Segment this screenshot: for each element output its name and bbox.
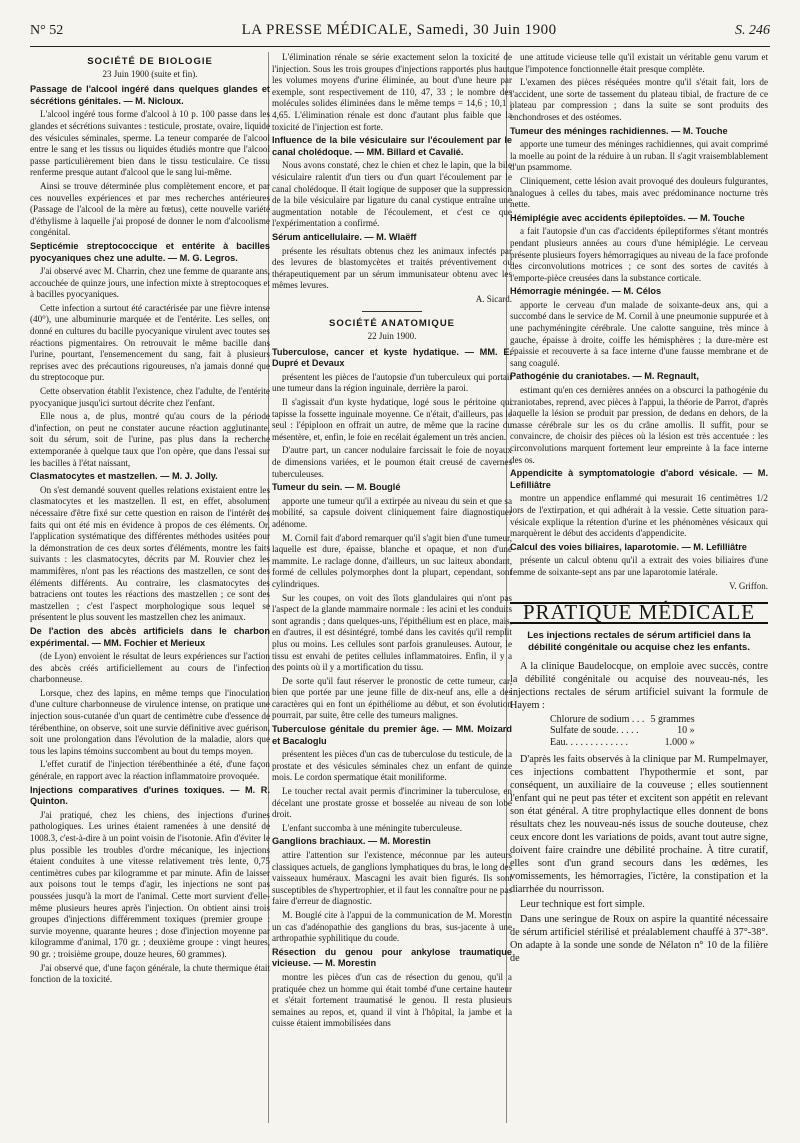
article-title: Influence de la bile vésiculaire sur l'écoulement par le canal cholédoque. — MM. Billard et Cavalié.: [272, 135, 512, 157]
article-title: Tuberculose, cancer et kyste hydatique. — MM. E. Dupré et Devaux: [272, 346, 512, 369]
paragraph: présentent les pièces de l'autopsie d'un tuberculeux qui portait une tumeur dans la région inguinale, derrière la paroi.: [272, 371, 512, 394]
article-title: Ganglions brachiaux. — M. Morestin: [272, 836, 431, 847]
paragraph: Cette infection a surtout été caractérisée par une fièvre intense (40°), une albuminurie marquée et de l'entérite. Les selles, ont donné en cultures du bacille pyocyanique virulent avec toutes ses réactions pigmentaires. On retrouvait le même bacille dans l'urine, pourtant, l'ensemencement du sang, fait à plusieurs reprises avec des précautions rigoureuses, n'a jamais donné que du streptocoque pur.: [30, 302, 270, 383]
paragraph: Sur les coupes, on voit des îlots glandulaires qui n'ont pas l'aspect de la glande mammaire normale : les acini et les conduits sont agrandis ; dans quelques-uns, l'épithélium est en place, mais, en d'autres, il est désintégré, tombé dans les cavités qu'il remplit plus ou moins. Les cellules sont parfois granuleuses. Autour, le tissu est envahi de petites cellules inflammatoires. Enfin, il y a des points où il y a mortification du tissu.: [272, 592, 512, 673]
paragraph: A la clinique Baudelocque, on emploie avec succès, contre la débilité congénitale ou acquise des nouveau-nés, les injections rectales de sérum artificiel suivant la formule de Hayem :: [510, 660, 768, 711]
paragraph: Elle nous a, de plus, montré qu'au cours de la période d'infection, on peut ne constater aucune réaction agglutinante, soit du sérum, soit de l'urine, pas plus dans la recherche extemporanée à quelque taux que l'on opère, que dans l'essai sur les bacilles à l'état naissant,: [30, 411, 270, 468]
article-subtitle: Les injections rectales de sérum artificiel dans la débilité congénitale ou acquise chez les enfants.: [527, 629, 751, 653]
article-title: Hémiplégie avec accidents épileptoïdes. — M. Touche: [510, 212, 745, 223]
quantity: 5 grammes: [650, 713, 695, 725]
signature: V. Griffon.: [729, 580, 768, 591]
page-number: S. 246: [734, 23, 770, 38]
section-title: SOCIÉTÉ DE BIOLOGIE: [87, 56, 213, 67]
paragraph: L'effet curatif de l'injection térébenthinée a été, d'une façon générale, en rapport avec la réaction inflammatoire provoquée.: [30, 759, 270, 782]
paragraph: montre les pièces d'un cas de résection du genou, qu'il a pratiquée chez un homme qui était tombé d'une certaine hauteur et s'était fortement traumatisé le genou. Il resta plusieurs semaines au repos, et, quand il vint à l'hôpital, la jambe et la cuisse étaient immobilisées dans: [272, 971, 512, 1029]
column-2: [272, 52, 512, 1032]
paragraph: Nous avons constaté, chez le chien et chez le lapin, que la bile vésiculaire ralentit d'un tiers ou d'un quart l'écoulement par le canal cholédoque. Il était logique de supposer que la suppression de la bile vésiculaire par ligature du canal cystique entraîne une augmentation notable de l'écoulement, et c'est ce que l'expérimentation a confirmé.: [272, 160, 512, 229]
section-banner: PRATIQUE MÉDICALE: [510, 602, 768, 624]
article-title: Résection du genou pour ankylose traumatique vicieuse. — M. Morestin: [272, 946, 512, 969]
article-title: De l'action des abcès artificiels dans le charbon expérimental. — MM. Fochier et Merieux: [30, 625, 270, 648]
paragraph: L'enfant succomba à une méningite tuberculeuse.: [282, 822, 463, 833]
article-title: Septicémie streptococcique et entérite à bacilles pyocyaniques chez une adulte. — M. G. Legros.: [30, 240, 270, 263]
article-title: Tumeur des méninges rachidiennes. — M. Touche: [510, 125, 728, 136]
paragraph: Dans une seringue de Roux on aspire la quantité nécessaire de sérum artificiel stérilisé et préalablement chauffé à 37°-38°. On adapte à la sonde une sonde de Nélaton n° 10 de la filière de: [510, 913, 768, 964]
journal-title: LA PRESSE MÉDICALE, Samedi, 30 Juin 1900: [241, 22, 557, 38]
page-header: [30, 22, 770, 42]
article-title: Passage de l'alcool ingéré dans quelques glandes et sécrétions génitales. — M. Nicloux.: [30, 84, 270, 106]
paragraph: Cliniquement, cette lésion avait provoqué des douleurs fulgurantes, analogues à celles du tabes, mais avec prédominance nocturne très nette.: [510, 175, 768, 210]
article-title: Hémorragie méningée. — M. Célos: [510, 286, 662, 297]
paragraph: L'élimination rénale se série exactement selon la toxicité de l'injection. Sous les trois groupes d'injections rapportés plus haut, les volumes moyens d'urine éliminée, au bout d'une heure par exemple, sont respectivement de 110, 47, 33 ; le nombre des molécules solides éliminées dans le même temps = 14,6 ; 10,1 ; 4,65. L'élimination rénale est donc d'autant plus faible que la toxicité de l'injection est forte.: [272, 52, 512, 132]
ingredient: Sulfate de soude. . . . .: [550, 725, 639, 737]
column-3: [510, 52, 768, 967]
paragraph: Cette observation établit l'existence, chez l'adulte, de l'entérite pyocyanique jusqu'ici surtout décrite chez l'enfant.: [30, 386, 270, 408]
paragraph: présente un calcul obtenu qu'il a extrait des voies biliaires d'une femme de soixante-sept ans par une laparotomie latérale.: [510, 555, 768, 577]
article-title: Sérum anticellulaire. — M. Wlaëff: [272, 231, 417, 242]
paragraph: J'ai observé que, d'une façon générale, la chute thermique était fonction de la toxicité.: [30, 962, 270, 985]
formula-row: [550, 714, 701, 726]
paragraph: présente les résultats obtenus chez les animaux infectés par des levures de blastomycètes et traités préventivement ou thérapeutiquement par un sérum immunisateur obtenu avec les mêmes levures.: [272, 245, 512, 291]
article-title: Clasmatocytes et mastzellen. — M. J. Jolly.: [30, 471, 218, 482]
paragraph: attire l'attention sur l'existence, méconnue par les auteurs classiques actuels, de ganglions lymphatiques du bras, le long des vaisseaux huméraux. Mascagni les avait bien figurés. Ils sont susceptibles de s'hypertrophier, et il faut les connaître pour ne pas faire d'erreur de diagnostic.: [272, 850, 512, 907]
article-title: Injections comparatives d'urines toxiques. — M. R. Quinton.: [30, 784, 270, 807]
paragraph: une attitude vicieuse telle qu'il existait un véritable genu varum et que l'impotence fonctionnelle était presque complète.: [510, 52, 768, 74]
article-title: Calcul des voies biliaires, laparotomie. — M. Lefilliâtre: [510, 541, 747, 552]
section-title: SOCIÉTÉ ANATOMIQUE: [328, 318, 456, 330]
paragraph: présentent les pièces d'un cas de tuberculose du testicule, de la prostate et des vésicules séminales chez un enfant de quinze mois. Le cordon spermatique était moniliforme.: [272, 749, 512, 783]
section-date: 22 Juin 1900.: [367, 331, 417, 342]
paragraph: Il s'agissait d'un kyste hydatique, logé sous le péritoine qui tapisse la fossette inguinale moyenne. Ce n'était, d'ailleurs, pas le seul : l'épiploon en offrait un autre, de même que la racine du mésentère, et, enfin, le foie en recélait également un très ancien.: [272, 397, 512, 442]
paragraph: J'ai pratiqué, chez les chiens, des injections d'urines pathologiques. Les urines étaient ramenées à une densité de 1008.3, c'est-à-dire à un point voisin de l'isotonie. Afin d'éviter le plus possible les troubles d'ordre mécanique, les injections étaient conduites à une vitesse relativement très lente, 0,75 centimètres cubes par kilogramme et par minute. Afin de laisser aux poisons tout le temps d'agir, les injections ne sont pas poussées jusqu'à la mort de l'animal. Cette mort survient d'elle-même plusieurs heures après l'injection. On obtient ainsi trois groupes d'injections différemment toxiques (premier groupe : survie moyenne, quarante heures ; dose d'injection moyenne par kilogramme d'animal, 170 gr. ; deuxième groupe : vingt heures, 90 gr. ; troisième groupe, douze heures, 60 grammes).: [30, 809, 270, 959]
paragraph: L'examen des pièces réséquées montre qu'il s'était fait, lors de l'accident, une sorte de tassement du plateau tibial, de fracture de ce plateau par compression ; dans la suite se sont produits des enchondroses et des ostéomes.: [510, 77, 768, 122]
paragraph: apporte une tumeur des méninges rachidiennes, qui avait comprimé la moelle au point de la réduire à un ruban. Il s'agit vraisemblablement d'un psammome.: [510, 139, 768, 173]
ingredient: Eau. . . . . . . . . . . . .: [550, 736, 629, 748]
section-separator: [362, 311, 422, 312]
paragraph: M. Bouglé cite à l'appui de la communication de M. Morestin un cas d'adénopathie des ganglions du bras, sus-jacente à une arthropathie syphilitique du coude.: [272, 909, 512, 944]
article-title: Pathogénie du craniotabes. — M. Regnault,: [510, 371, 699, 382]
paragraph: (de Lyon) envoient le résultat de leurs expériences sur l'action des abcès créés artificiellement au cours de l'infection charbonneuse.: [30, 651, 270, 685]
paragraph: montre un appendice enflammé qui mesurait 16 centimètres 1/2 lors de l'extirpation, et qui adhérait à la vessie. Cette situation para-vésicale explique la rétention d'urine et les phénomènes vésicaux qui marquèrent le début des accidents d'appendicite.: [510, 493, 768, 539]
paragraph: Leur technique est fort simple.: [520, 898, 645, 910]
issue-number: N° 52: [30, 23, 64, 38]
paragraph: apporte une tumeur qu'il a extirpée au niveau du sein et que sa mobilité, sa capsule doivent cliniquement faire diagnostiquer adénome.: [272, 495, 512, 529]
quantity: 1.000 »: [664, 736, 695, 748]
section-date: 23 Juin 1900 (suite et fin).: [102, 68, 198, 79]
column-1: [30, 52, 270, 988]
header-rule: [30, 46, 770, 47]
formula-row: [550, 737, 701, 749]
signature: A. Sicard.: [475, 293, 512, 304]
ingredient: Chlorure de sodium . . .: [550, 713, 645, 725]
paragraph: On s'est demandé souvent quelles relations existaient entre les clasmatocytes et les mastzellen. Il est, en effet, absolument nécessaire d'être fixé sur cette question en raison de l'intérêt des faits qui ont été mis en évidence à propos de ces éléments. Or, l'application systématique des différentes méthodes usitées pour la démonstration de ces deux sortes d'éléments, montre les faits suivants : les clasmatocytes, décrits par M. Rouvier chez les mammifères, n'ont pas les réactions des mastzellen, ce sont des éléments différents. Au contraire, les clasmatocytes des batraciens ont toutes les réactions des mastzellen ; ce sont des mastzellen ; c'est l'aspect morphologique sous lequel se présentent le plus souvent les mastzellen chez les animaux.: [30, 484, 270, 623]
article-title: Tuberculose génitale du premier âge. — MM. Moizard et Bacaloglu: [272, 724, 512, 746]
paragraph: M. Cornil fait d'abord remarquer qu'il s'agit bien d'une tumeur, laquelle est dure, épaisse, blanche et opaque, et non d'une mammite. Le raclage donne, d'ailleurs, un suc laiteux abondant, formé de cellules polymorphes dont la plupart, cependant, sont cylindriques.: [272, 532, 512, 589]
paragraph: D'autre part, un cancer nodulaire farcissait le foie de noyaux de dimensions variées, et le poumon était creusé de cavernes tuberculeuses.: [272, 445, 512, 479]
formula-table: [550, 714, 701, 749]
paragraph: estimant qu'en ces dernières années on a obscurci la pathogénie du craniotabes, reprend, avec pièces à l'appui, la théorie de Parrot, d'après laquelle la lésion se produit par pression, de dedans en dehors, de la masse cérébrale sur les os du crâne amollis. Il suffit, pour se convaincre, de choisir des pièces où la lésion est très accentuée : les circonvolutions marquent fortement leur empreinte à la face interne des os.: [510, 385, 768, 465]
paragraph: Lorsque, chez des lapins, en même temps que l'inoculation d'une culture charbonneuse de virulence intense, on pratique une injection sous-cutanée d'un quart de centimètre cube d'essence de térébenthine, on observe, soit une survie définitive avec guérison, soit une prolongation dans l'évolution de la maladie, alors que tous les lapins témoins succombent au bout du temps moyen.: [30, 687, 270, 756]
paragraph: apporte le cerveau d'un malade de soixante-deux ans, qui a succombé dans le service de M. Cornil à une pneumonie suppurée et à une pachyméningite cérébrale. Une calotte sanguine, très mince à gauche, épaisse à droite, coiffe les hémisphères ; la dure-mère est épaissie et recouverte à sa face interne d'une fausse membrane et de sang coagulé.: [510, 299, 768, 368]
paragraph: Le toucher rectal avait permis d'incriminer la tuberculose, en décelant une prostate grosse et bosselée au niveau de son lobe droit.: [272, 786, 512, 820]
paragraph: L'alcool ingéré tous forme d'alcool à 10 p. 100 passe dans les glandes et sécrétions suivantes : testicule, prostate, ovaire, liquide des vésicules séminales, sperme. La teneur comparée de l'alcool entre le sang et les tissus ou liquides étudiés montre que l'alcool passe particulièrement bien dans le tissu testiculaire. Ce tissu renferme presque autant d'alcool que le sang lui-même.: [30, 109, 270, 178]
paragraph: D'après les faits observés à la clinique par M. Rumpelmayer, ces injections combattent l'hypothermie et sont, par conséquent, un auxiliaire de la couveuse ; elles soutiennent l'enfant qui ne peut pas téter et excitent son appétit en relevant son état général. A titre prophylactique elles donnent de bons résultats chez les nouveau-nés issus de souche douteuse, chez ceux encore dont les variations de poids, avant tout autre signe, doivent faire craindre une débilité prochaine. À titre curatif, elles sont d'un grand secours dans les œdèmes, les vomissements, les hémorragies, l'ictère, la constipation et la diarrhée du nourrisson.: [510, 753, 769, 895]
paragraph: a fait l'autopsie d'un cas d'accidents épileptiformes s'étant montrés pendant plusieurs années au cours d'une hémiplégie. Le cerveau présente plusieurs foyers hémorragiques au niveau de la face profonde des circonvolutions motrices ; ce sont des sortes de cavités à l'emporte-pièce creusées dans la substance corticale.: [510, 226, 768, 283]
paragraph: J'ai observé avec M. Charrin, chez une femme de quarante ans, accouchée de quinze jours, une infection mixte à streptocoques et à bacilles pyocyaniques.: [30, 266, 270, 300]
quantity: 10 »: [677, 725, 695, 737]
formula-row: [550, 725, 701, 737]
paragraph: De sorte qu'il faut réserver le pronostic de cette tumeur, car, bien que portée par une jeune fille de dix-neuf ans, elle a des caractères qui en font un épithéliome au début, et son évolution pourrait, par suite, être celle des tumeurs malignes.: [272, 675, 512, 721]
paragraph: Ainsi se trouve déterminée plus complètement encore, et par ces nouvelles expériences et par mes recherches antérieures (Passage de l'alcool de la mère au fœtus), cette nouvelle variété d'éthylisme à laquelle j'ai proposé de donner le nom d'alcoolisme congénital.: [30, 180, 270, 238]
article-title: Tumeur du sein. — M. Bouglé: [272, 482, 401, 493]
article-title: Appendicite à symptomatologie d'abord vésicale. — M. Lefilliâtre: [510, 468, 768, 490]
